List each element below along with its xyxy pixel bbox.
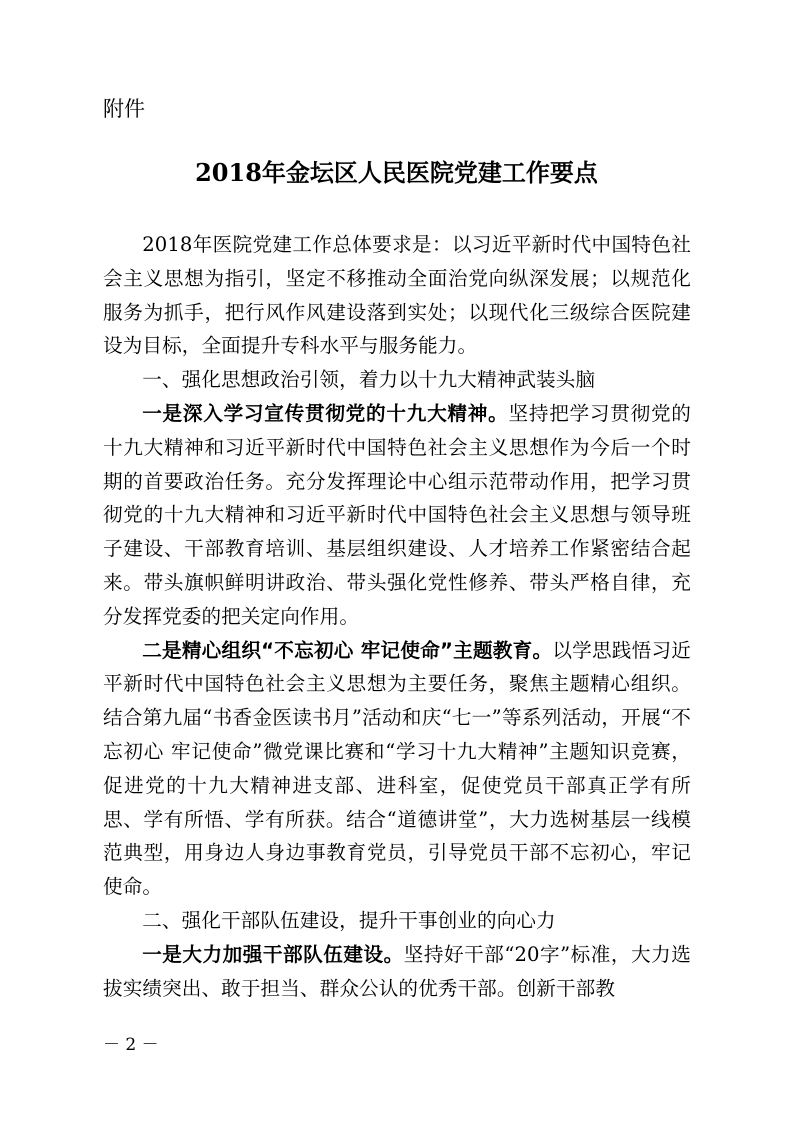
attachment-label: 附件: [103, 97, 145, 121]
section-1-heading: 一、强化思想政治引领，着力以十九大精神武装头脑: [142, 368, 596, 392]
section-1-item-1-paragraph: [103, 397, 691, 634]
section-1-item-1-lead: 一是深入学习宣传贯彻党的十九大精神。: [142, 401, 509, 425]
intro-paragraph: 2018年医院党建工作总体要求是：以习近平新时代中国特色社会主义思想为指引，坚定不移推动全面治党向纵深发展；以规范化服务为抓手，把行风作风建设落到实处；以现代化三级综合医院建设为目标，全面提升专科水平与服务能力。: [103, 233, 691, 358]
section-1-item-1-body: 坚持把学习贯彻党的十九大精神和习近平新时代中国特色社会主义思想作为今后一个时期的首要政治任务。充分发挥理论中心组示范带动作用，把学习贯彻党的十九大精神和习近平新时代中国特色社会主义思想与领导班子建设、干部教育培训、基层组织建设、人才培养工作紧密结合起来。带头旗帜鲜明讲政治、带头强化党性修养、带头严格自律，充分发挥党委的把关定向作用。: [103, 401, 691, 628]
section-2-item-1-lead: 一是大力加强干部队伍建设。: [142, 942, 404, 966]
section-1-item-2-body: 以学思践悟习近平新时代中国特色社会主义思想为主要任务，聚焦主题精心组织。结合第九届“书香金医读书月”活动和庆“七一”等系列活动，开展“不忘初心 牢记使命”微党课比赛和“学习十九大精神”主题知识竞赛，促进党的十九大精神进支部、进科室，促使党员干部真正学有所思、学有所悟、学有所获。结合“道德讲堂”，大力选树基层一线模范典型，用身边人身边事教育党员，引导党员干部不忘初心，牢记使命。: [103, 638, 692, 899]
document-body: [103, 228, 691, 1005]
section-2-heading: 二、强化干部队伍建设，提升干事创业的向心力: [142, 908, 556, 932]
document-title: 2018年金坛区人民医院党建工作要点: [195, 158, 598, 187]
section-2-item-1-paragraph: [103, 938, 691, 1006]
section-1-item-2-paragraph: [103, 634, 691, 904]
section-2-item-1-body: 坚持好干部“20字”标准，大力选拔实绩突出、敢于担当、群众公认的优秀干部。创新干部教: [103, 942, 691, 1000]
section-1-item-2-lead: 二是精心组织“不忘初心 牢记使命”主题教育。: [142, 638, 553, 662]
page-number: － 2 －: [103, 1035, 159, 1055]
